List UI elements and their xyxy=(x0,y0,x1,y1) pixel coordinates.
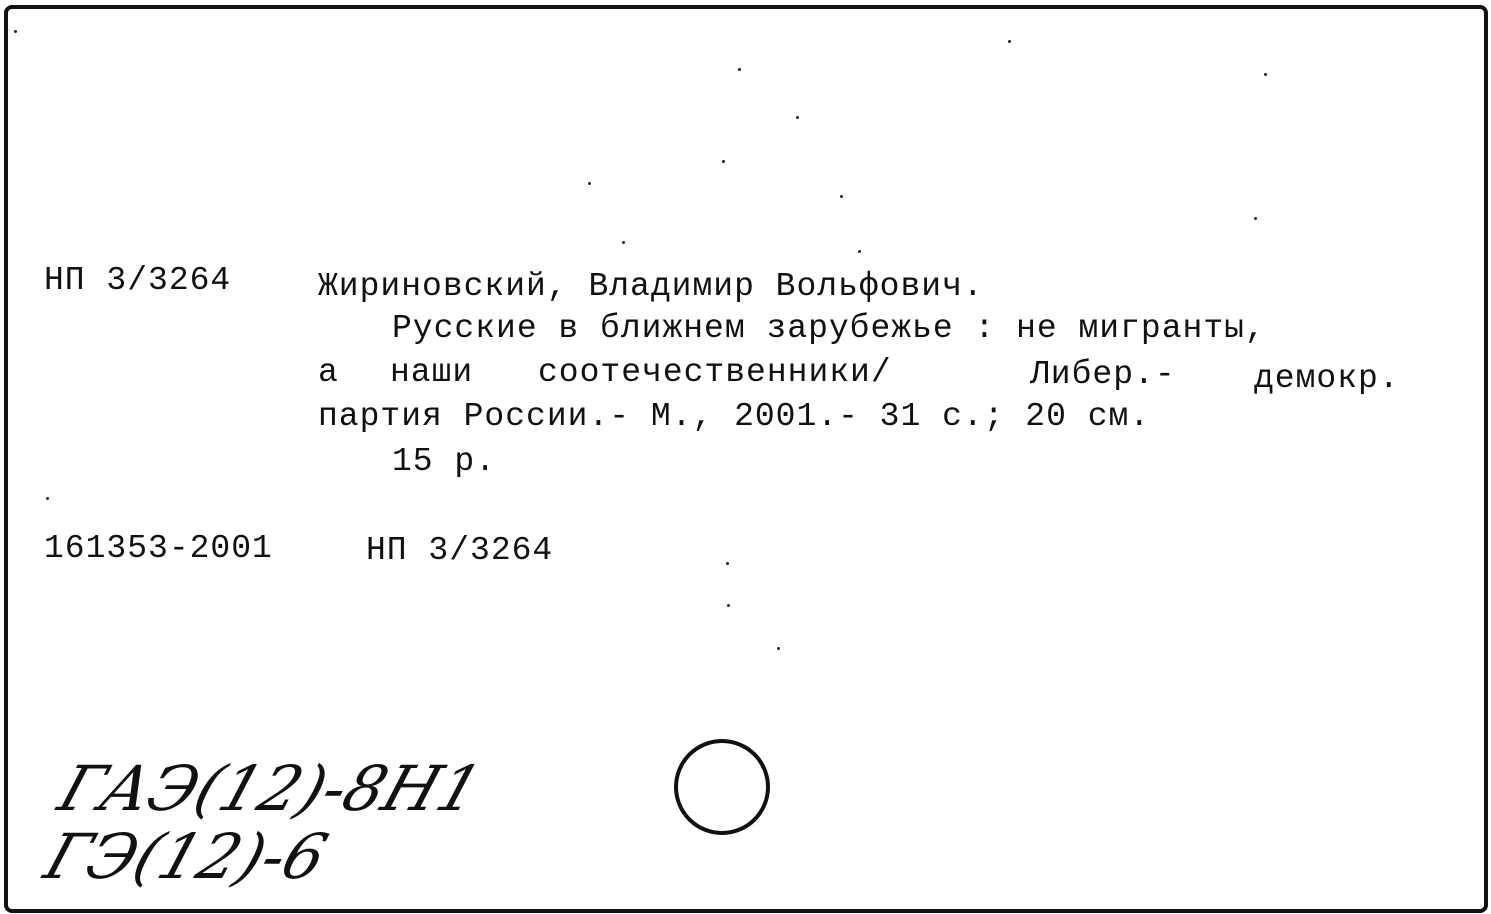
author-heading: Жириновский, Владимир Вольфович. xyxy=(318,268,984,305)
accession-call-number: НП 3/3264 xyxy=(366,532,554,569)
title-line-2-a: а xyxy=(318,354,339,391)
speck xyxy=(622,241,625,244)
accession-number: 161353-2001 xyxy=(44,530,273,567)
speck xyxy=(777,647,780,650)
speck xyxy=(796,116,799,119)
speck xyxy=(840,195,843,198)
speck xyxy=(727,604,730,607)
speck xyxy=(858,250,861,253)
call-number: НП 3/3264 xyxy=(44,262,232,299)
speck xyxy=(722,160,725,163)
title-line-2-b: наши xyxy=(390,354,474,391)
publication-line: партия России.- М., 2001.- 31 с.; 20 см. xyxy=(318,398,1151,435)
speck xyxy=(14,30,17,33)
title-line-2-d: Либер.- xyxy=(1030,356,1176,393)
speck xyxy=(1254,217,1257,220)
handwritten-shelfmark-2: ГЭ(12)-6 xyxy=(36,820,337,893)
title-line-2-c: соотечественники/ xyxy=(538,354,892,391)
handwritten-shelfmark-1: ГАЭ(12)-8Н1 xyxy=(50,752,491,825)
circle-mark xyxy=(674,739,770,835)
speck xyxy=(46,497,49,500)
speck xyxy=(738,68,741,71)
speck xyxy=(1008,40,1011,43)
price: 15 р. xyxy=(392,443,497,480)
speck xyxy=(588,182,591,185)
title-line-1: Русские в ближнем зарубежье : не мигранты, xyxy=(392,310,1266,347)
speck xyxy=(1264,73,1267,76)
speck xyxy=(726,562,729,565)
title-line-2-e: демокр. xyxy=(1254,360,1400,397)
